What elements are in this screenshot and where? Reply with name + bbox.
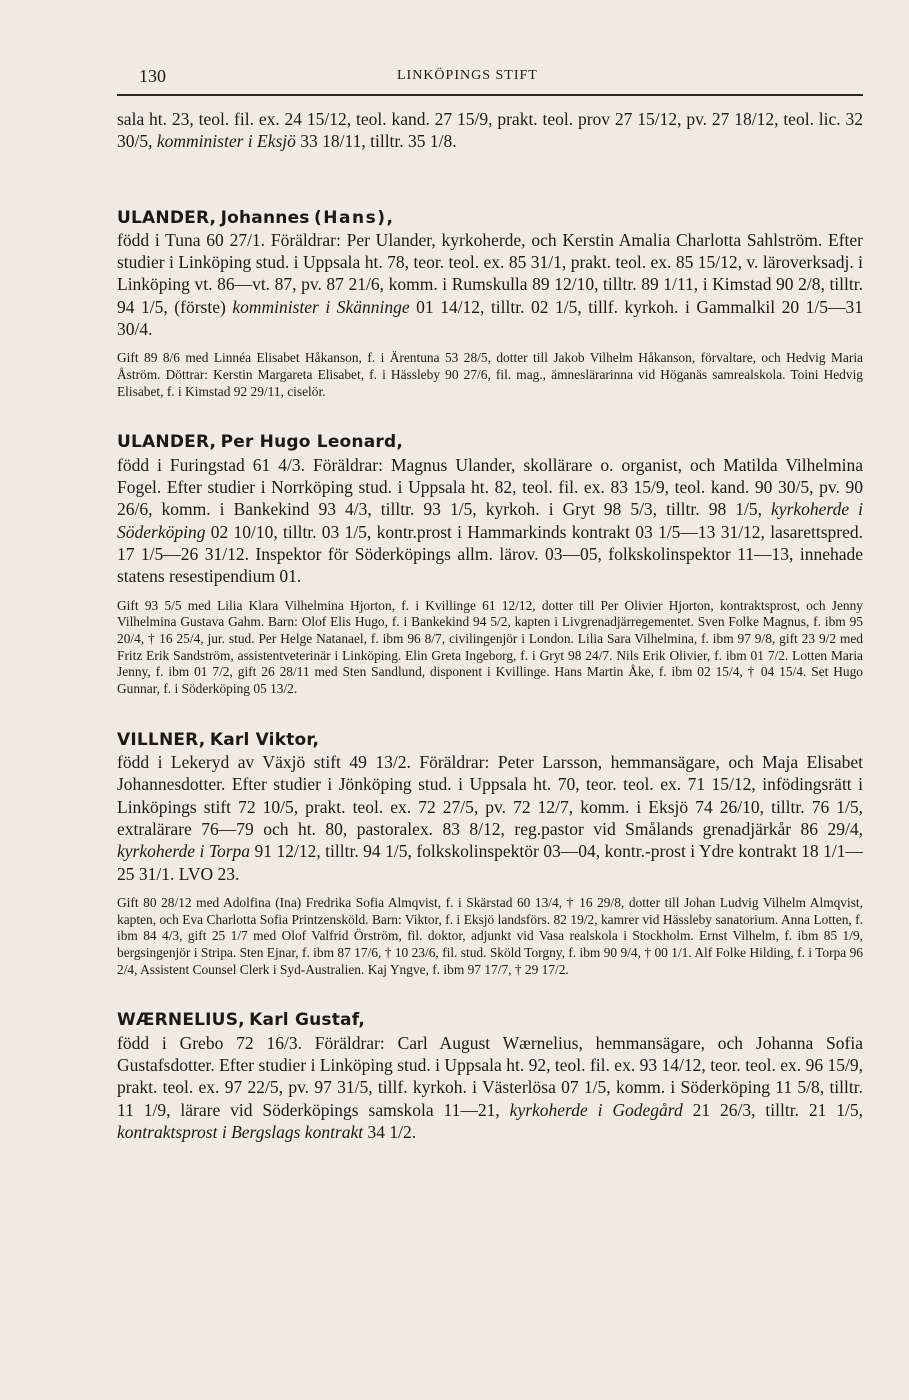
entry-bio [117, 229, 863, 340]
entry-surname: VILLNER, [117, 729, 206, 750]
entry-family: Gift 93 5/5 med Lilia Klara Vilhelmina Hjorton, f. i Kvillinge 61 12/12, dotter till Per Olivier Hjorton, kontraktsprost, och Jenny Vilhelmina Gustava Gahm. Barn: Olof Elis Hugo, f. i Bankekind 94 5/2, kapten i Livgrenadjärregementet. Sven Folke Magnus, f. ibm 95 20/4, † 16 25/4, jur. stud. Per Helge Natanael, f. ibm 96 8/7, civilingenjör i London. Lilia Sara Vilhelmina, f. ibm 97 9/8, gift 23 9/2 med Fritz Erik Sandström, assistentveterinär i Linköping. Elin Greta Ingeborg, f. i Gryt 98 24/7. Nils Erik Olivier, f. ibm 01 7/2. Lotten Maria Jenny, f. ibm 01 7/2, gift 26 28/11 med Sten Sandlund, disponent i Kvillinge. Hans Martin Åke, f. ibm 02 15/4, † 04 15/4. Set Hugo Gunnar, f. i Söderköping 05 13/2. [117, 597, 863, 697]
entry-bio-text-end: 34 1/2. [363, 1121, 417, 1142]
entry-bio-role: kyrkoherde i Torpa [117, 841, 251, 862]
entry-heading [117, 206, 863, 229]
entry-bio-text-end: 01 14/12, tilltr. 02 1/5, tillf. kyrkoh. i Gammalkil 20 1/5—31 30/4. [117, 296, 863, 340]
entry-waernelius-karl [117, 1008, 863, 1143]
entry-bio-text-mid: 21 26/3, tilltr. 21 1/5, [682, 1099, 863, 1120]
continued-entry [117, 108, 863, 153]
entry-bio-role-2: kontraktsprost i Bergslags kontrakt [117, 1121, 364, 1142]
running-header [117, 66, 863, 90]
entry-villner-karl [117, 728, 863, 979]
entry-bio-text-end: 91 12/12, tilltr. 94 1/5, folkskolinspektör 03—04, kontr.-prost i Ydre kontrakt 18 1/1—25 31/1. LVO 23. [117, 841, 864, 884]
entry-bio-role: kyrkoherde i Godegård [509, 1099, 683, 1120]
continued-role: komminister i Eksjö [156, 131, 296, 152]
entry-heading [117, 728, 863, 751]
entry-ulander-per-hugo [117, 430, 863, 697]
entry-bio-text: född i Tuna 60 27/1. Föräldrar: Per Ulander, kyrkoherde, och Kerstin Amalia Charlotta Sahlström. Efter studier i Linköping stud. i Uppsala ht. 78, teor. teol. ex. 85 31/1, prakt. teol. ex. 85 15/12, v. läroverksadj. i Linköping vt. 86—vt. 87, pv. 87 21/6, komm. i Rumskulla 89 12/10, tilltr. 89 1/11, i Kimstad 90 2/8, tilltr. 94 1/5, (förste) [117, 229, 863, 317]
running-title: LINKÖPINGS STIFT [397, 68, 538, 83]
continued-text: sala ht. 23, teol. fil. ex. 24 15/12, teol. kand. 27 15/9, prakt. teol. prov 27 15/12, pv. 27 18/12, teol. lic. 32 30/5, [117, 109, 863, 152]
header-rule [117, 94, 863, 96]
entry-heading [117, 430, 863, 453]
entry-surname: WÆRNELIUS, [117, 1010, 245, 1031]
entry-bio [117, 454, 863, 588]
entry-given: Per Hugo Leonard, [220, 432, 404, 453]
entry-surname: ULANDER, [117, 207, 217, 228]
continued-text-end: 33 18/11, tilltr. 35 1/8. [295, 131, 457, 152]
entry-bio-role: kyrkoherde i Söderköping [117, 499, 863, 542]
entry-surname: ULANDER, [117, 432, 217, 453]
entry-given: Karl Gustaf, [249, 1010, 366, 1031]
entry-bio-text-end: 02 10/10, tilltr. 03 1/5, kontr.prost i Hammarkinds kontrakt 03 1/5—13 31/12, lasarettspred. 17 1/5—26 31/12. Inspektor för Söderköpings allm. lärov. 03—05, folkskolinspektor 11—13, innehade statens resestipendium 01. [117, 521, 863, 587]
entry-bio [117, 751, 863, 885]
entry-ulander-johannes [117, 206, 863, 401]
entry-family: Gift 80 28/12 med Adolfina (Ina) Fredrika Sofia Almqvist, f. i Skärstad 60 13/4, † 16 29/8, dotter till Johan Ludvig Vilhelm Almqvist, kapten, och Eva Charlotta Sofia Printzensköld. Barn: Viktor, f. i Eksjö landsförs. 82 19/2, kamrer vid Hässleby sanatorium. Anna Lotten, f. ibm 84 4/3, gift 25 1/7 med Olof Valfrid Örström, fil. doktor, adjunkt vid Vasa realskola i Stockholm. Ernst Vilhelm, f. ibm 85 1/9, bergsingenjör i Stripa. Sten Ejnar, f. ibm 87 17/6, † 10 23/6, fil. stud. Sköld Torgny, f. ibm 90 9/4, † 00 1/1. Alf Folke Hilding, f. i Torpa 96 2/4, Assistent Counsel Clerk i Syd-Australien. Kaj Yngve, f. ibm 97 17/7, † 29 17/2. [117, 894, 863, 977]
entry-bio-text: född i Lekeryd av Växjö stift 49 13/2. Föräldrar: Peter Larsson, hemmansägare, och Maja Elisabet Johannesdotter. Efter studier i Jönköping stud. i Uppsala ht. 70, teor. teol. ex. 71 15/12, infödingsrätt i Linköpings stift 72 10/5, prakt. teol. ex. 72 27/5, pv. 72 12/7, komm. i Eksjö 74 26/10, tilltr. 76 1/5, extralärare 76—79 och ht. 80, pastoralex. 83 8/12, reg.pastor vid Smålands grenadjärkår 86 29/4, [117, 752, 863, 839]
entry-given: Johannes [220, 207, 310, 228]
entry-family: Gift 89 8/6 med Linnéa Elisabet Håkanson, f. i Ärentuna 53 28/5, dotter till Jakob Vilhelm Håkanson, förvaltare, och Hedvig Maria Åström. Döttrar: Kerstin Margareta Elisabet, f. i Hässleby 90 27/6, fil. mag., ämneslärarinna vid Höganäs samrealskola. Toini Hedvig Elisabet, f. i Kimstad 92 29/11, ciselör. [117, 350, 863, 399]
entry-given: Karl Viktor, [209, 729, 320, 750]
entry-bio-role: komminister i Skänninge [232, 296, 410, 317]
page-body [117, 108, 863, 1143]
entry-bio-text: född i Furingstad 61 4/3. Föräldrar: Magnus Ulander, skollärare o. organist, och Matilda Vilhelmina Fogel. Efter studier i Norrköping stud. i Uppsala ht. 82, teol. fil. ex. 83 15/9, teol. kand. 90 30/5, pv. 90 26/6, komm. i Bankekind 93 4/3, tilltr. 93 1/5, kyrkoh. i Gryt 98 5/3, tilltr. 98 1/5, [117, 454, 863, 520]
entry-bio [117, 1032, 863, 1143]
entry-called: (Hans), [314, 207, 395, 228]
entry-bio-text: född i Grebo 72 16/3. Föräldrar: Carl August Wærnelius, hemmansägare, och Johanna Sofia Gustafsdotter. Efter studier i Linköping stud. i Uppsala ht. 92, teol. fil. ex. 93 14/12, teor. teol. ex. 96 15/9, prakt. teol. ex. 97 22/5, pv. 97 31/5, tillf. kyrkoh. i Västerlösa 07 1/5, komm. i Söderköping 11 5/8, tilltr. 11 1/9, lärare vid Söderköpings samskola 11—21, [117, 1032, 863, 1120]
entry-heading [117, 1008, 863, 1031]
page-number: 130 [139, 66, 166, 86]
